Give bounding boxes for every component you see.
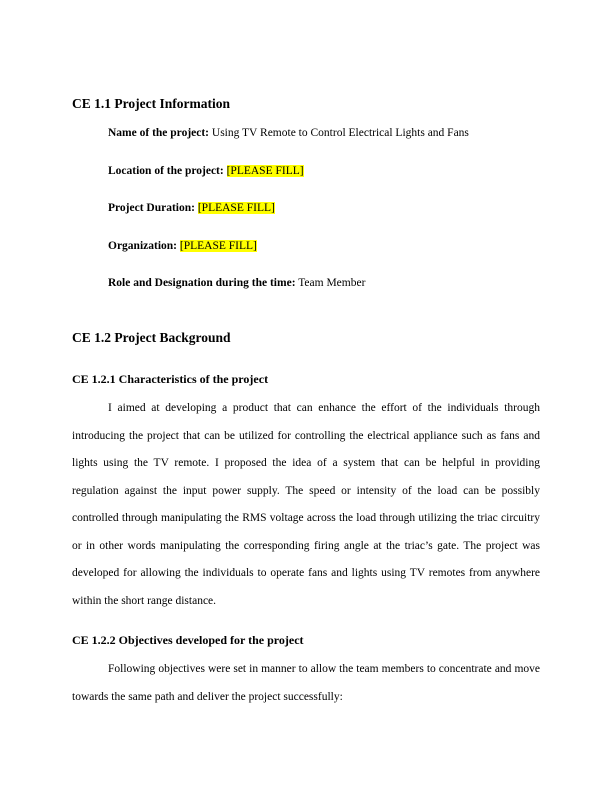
section-heading-project-information: CE 1.1 Project Information bbox=[72, 96, 230, 111]
placeholder-highlight: [PLEASE FILL] bbox=[197, 202, 275, 214]
section-heading-project-background: CE 1.2 Project Background bbox=[72, 330, 231, 345]
field-label: Role and Designation during the time: bbox=[108, 277, 296, 289]
field-project-name bbox=[108, 127, 469, 139]
paragraph-objectives: Following objectives were set in manner to allow the team members to concentrate and move towards the same path and deliver the project successfully: bbox=[72, 663, 540, 703]
field-project-location bbox=[108, 165, 304, 177]
field-organization bbox=[108, 240, 257, 252]
placeholder-highlight: [PLEASE FILL] bbox=[226, 165, 304, 177]
field-label: Name of the project: bbox=[108, 127, 210, 139]
subsection-heading-characteristics: CE 1.2.1 Characteristics of the project bbox=[72, 372, 269, 386]
paragraph-characteristics: I aimed at developing a product that can enhance the effort of the individuals through introducing the project that can be utilized for controlling the electrical appliance such as fans and lights using the TV remote. I proposed the idea of a system that can be helpful in providing regulation against the input power supply. The speed or intensity of the load can be possibly controlled through manipulating the RMS voltage across the load through utilizing the triac circuitry or in other words manipulating the corresponding firing angle at the triac’s gate. The project was developed for allowing the individuals to operate fans and lights using TV remotes from anywhere within the short range distance. bbox=[72, 402, 540, 607]
field-label: Location of the project: bbox=[108, 165, 224, 177]
field-value: Using TV Remote to Control Electrical Lights and Fans bbox=[211, 127, 469, 139]
subsection-heading-objectives: CE 1.2.2 Objectives developed for the project bbox=[72, 633, 304, 647]
field-role-designation bbox=[108, 277, 365, 289]
field-project-duration bbox=[108, 202, 275, 214]
field-value: Team Member bbox=[298, 277, 366, 289]
field-label: Project Duration: bbox=[108, 202, 195, 214]
field-label: Organization: bbox=[108, 240, 177, 252]
placeholder-highlight: [PLEASE FILL] bbox=[179, 240, 257, 252]
